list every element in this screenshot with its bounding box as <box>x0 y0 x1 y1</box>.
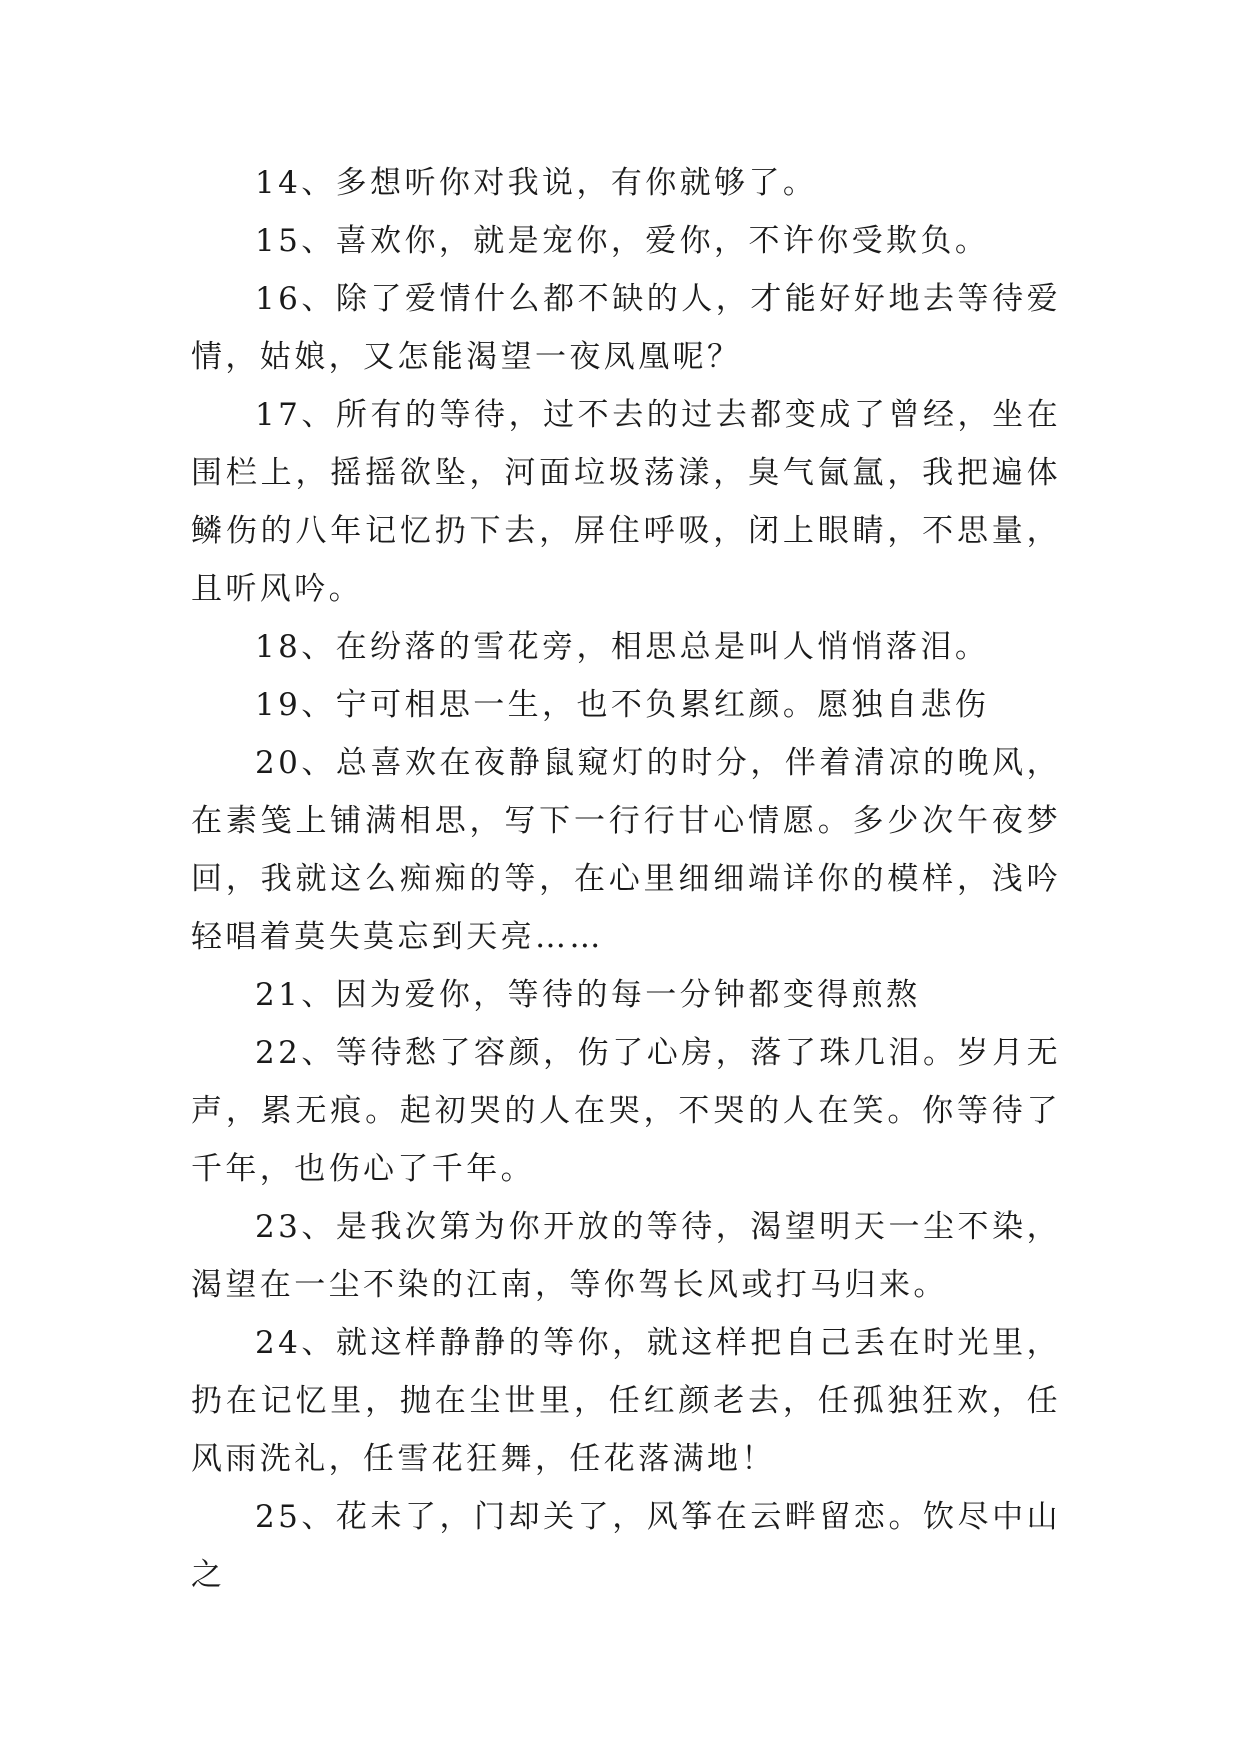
paragraph-25: 25、花未了，门却关了，风筝在云畔留恋。饮尽中山之 <box>191 1499 1061 1593</box>
paragraph-21: 21、因为爱你，等待的每一分钟都变得煎熬 <box>255 977 921 1013</box>
paragraph-20: 20、总喜欢在夜静鼠窥灯的时分，伴着清凉的晚风，在素笺上铺满相思，写下一行行甘心情愿。多少次午夜梦回，我就这么痴痴的等，在心里细细端详你的模样，浅吟轻唱着莫失莫忘到天亮…… <box>191 745 1061 955</box>
paragraph-15: 15、喜欢你，就是宠你，爱你，不许你受欺负。 <box>255 223 990 259</box>
paragraph-16: 16、除了爱情什么都不缺的人，才能好好地去等待爱情，姑娘，又怎能渴望一夜凤凰呢？ <box>191 281 1061 375</box>
paragraph-17: 17、所有的等待，过不去的过去都变成了曾经，坐在围栏上，摇摇欲坠，河面垃圾荡漾，臭气氤氲，我把遍体鳞伤的八年记忆扔下去，屏住呼吸，闭上眼睛，不思量，且听风吟。 <box>191 397 1061 607</box>
paragraph-24: 24、就这样静静的等你，就这样把自己丢在时光里，扔在记忆里，抛在尘世里，任红颜老去，任孤独狂欢，任风雨洗礼，任雪花狂舞，任花落满地！ <box>191 1325 1061 1477</box>
paragraph-18: 18、在纷落的雪花旁，相思总是叫人悄悄落泪。 <box>255 629 990 665</box>
document-body <box>191 154 1061 1604</box>
paragraph-22: 22、等待愁了容颜，伤了心房，落了珠几泪。岁月无声，累无痕。起初哭的人在哭，不哭的人在笑。你等待了千年，也伤心了千年。 <box>191 1035 1061 1187</box>
paragraph-14: 14、多想听你对我说，有你就够了。 <box>255 165 818 201</box>
paragraph-23: 23、是我次第为你开放的等待，渴望明天一尘不染，渴望在一尘不染的江南，等你驾长风或打马归来。 <box>191 1209 1061 1303</box>
paragraph-19: 19、宁可相思一生，也不负累红颜。愿独自悲伤 <box>255 687 990 723</box>
